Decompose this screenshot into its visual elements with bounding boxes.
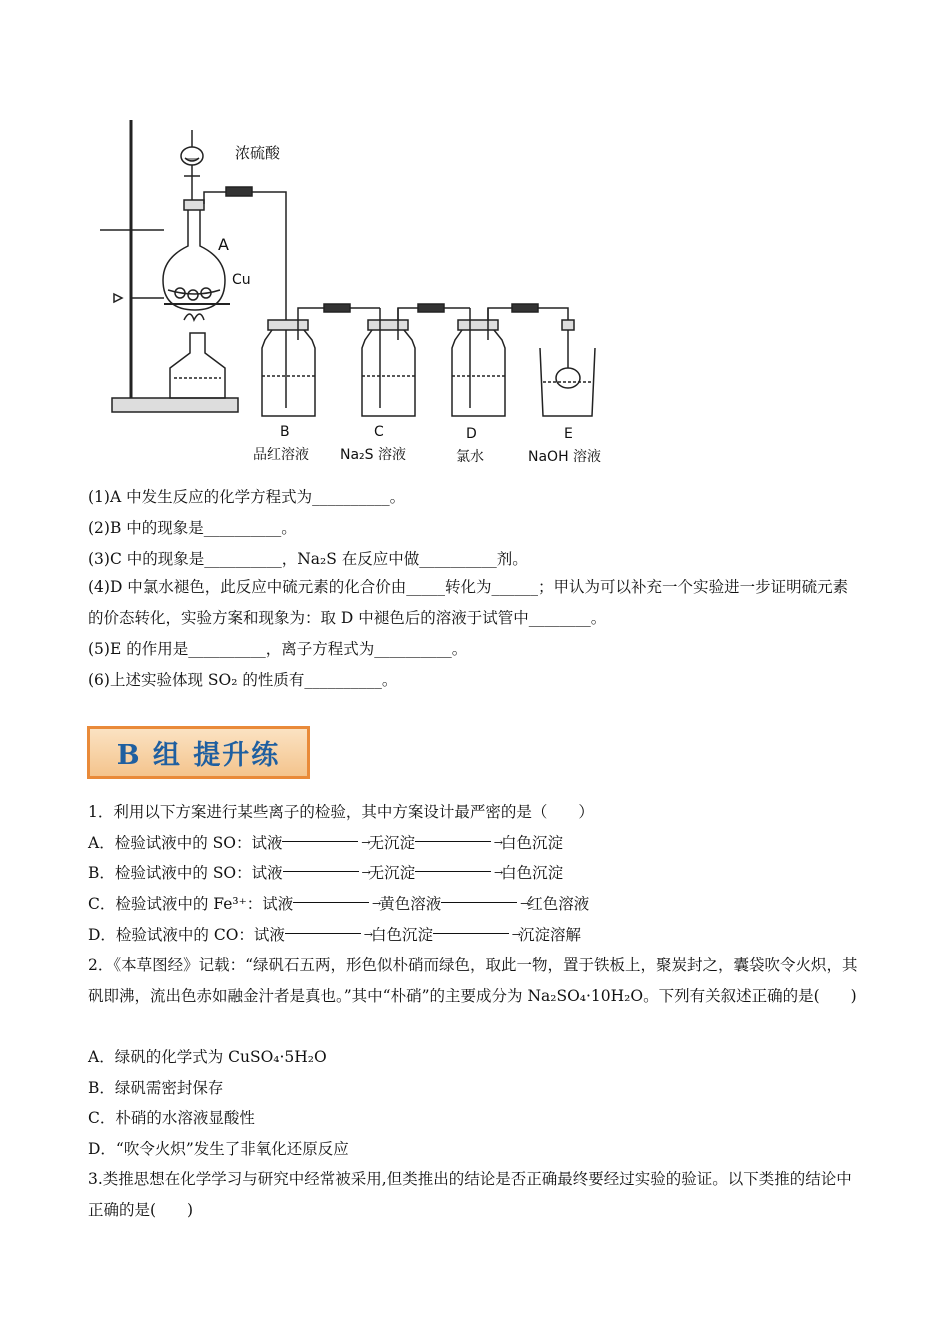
- option-step-1: 无沉淀: [368, 834, 415, 852]
- option-head: A．检验试液中的 SO：试液: [88, 834, 283, 852]
- problem-2-option-b: B．绿矾需密封保存: [88, 1079, 224, 1097]
- option-step-1: 白色沉淀: [370, 926, 433, 944]
- problem-2-option-d: D．“吹令火炽”发生了非氧化还原反应: [88, 1140, 349, 1158]
- problem-1-stem: 1．利用以下方案进行某些离子的检验，其中方案设计最严密的是（ ）: [88, 803, 594, 821]
- question-2: (2)B 中的现象是__________。: [88, 519, 297, 537]
- beaker-e-name: NaOH 溶液: [528, 449, 602, 465]
- option-step-1: 无沉淀: [368, 864, 416, 882]
- problem-2-option-a: A．绿矾的化学式为 CuSO₄·5H₂O: [88, 1048, 327, 1066]
- bottle-c: [362, 308, 415, 416]
- bottle-c-name: Na₂S 溶液: [340, 447, 407, 463]
- question-4: (4)D 中氯水褪色，此反应中硫元素的化合价由_____转化为______；甲认为可以补充一个实验进一步证明硫元素的价态转化，实验方案和现象为：取 D 中褪色后的溶液于试管中________。: [88, 578, 849, 627]
- option-step-1: 黄色溶液: [379, 895, 442, 913]
- arrow-icon: [282, 837, 368, 851]
- arrow-icon: [433, 929, 519, 943]
- problem-1-option-b: [88, 862, 563, 884]
- problem-2-stem: 2．《本草图经》记载：“绿矾石五两，形色似朴硝而绿色，取此一物，置于铁板上，聚炭封之，囊袋吹令火炽，其矾即沸，流出色赤如融金汁者是真也。”其中“朴硝”的主要成分为 Na₂SO₄·10H₂O。下列有关叙述正确的是( ): [88, 956, 858, 1005]
- option-head: D．检验试液中的 CO：试液: [88, 926, 285, 944]
- stand-base: [112, 398, 238, 412]
- label-conc-sulfuric-acid: 浓硫酸: [235, 144, 281, 162]
- option-step-2: 沉淀溶解: [518, 926, 581, 944]
- bottle-b: [262, 320, 315, 416]
- problem-3-stem: 3.类推思想在化学学习与研究中经常被采用,但类推出的结论是否正确最终要经过实验的验证。以下类推的结论中正确的是( ): [88, 1170, 852, 1219]
- option-step-2: 白色沉淀: [500, 834, 563, 852]
- problem-2-option-c: C．朴硝的水溶液显酸性: [88, 1109, 255, 1127]
- option-step-2: 白色沉淀: [501, 864, 564, 882]
- arrow-icon: [441, 898, 527, 912]
- beaker-e: [540, 320, 595, 416]
- question-5: (5)E 的作用是__________，离子方程式为__________。: [88, 640, 468, 658]
- arrow-icon: [283, 867, 369, 881]
- question-3: (3)C 中的现象是__________，Na₂S 在反应中做__________剂。: [88, 550, 528, 568]
- question-6: (6)上述实验体现 SO₂ 的性质有__________。: [88, 671, 398, 689]
- bottle-d-letter: D: [466, 426, 477, 442]
- problem-1-option-c: [88, 893, 589, 915]
- arrow-icon: [293, 898, 379, 912]
- bottle-d: [452, 308, 505, 416]
- apparatus-figure: [100, 108, 620, 473]
- bottle-c-letter: C: [374, 424, 384, 440]
- bottle-b-name: 品红溶液: [253, 447, 309, 463]
- label-flask-a: A: [218, 235, 229, 254]
- question-1: (1)A 中发生反应的化学方程式为__________。: [88, 488, 406, 506]
- arrow-icon: [285, 929, 371, 943]
- option-head: B．检验试液中的 SO：试液: [88, 864, 283, 882]
- problem-1-option-d: [88, 924, 581, 946]
- label-cu: Cu: [232, 272, 251, 288]
- bottle-b-letter: B: [280, 424, 290, 440]
- option-step-2: 红色溶液: [527, 895, 590, 913]
- section-title: B 组 提升练: [116, 740, 281, 771]
- bottle-d-name: 氯水: [456, 449, 484, 465]
- arrow-icon: [415, 837, 501, 851]
- beaker-e-letter: E: [564, 426, 573, 442]
- problem-1-option-a: [88, 832, 563, 854]
- option-head: C．检验试液中的 Fe³⁺：试液: [88, 895, 294, 913]
- section-banner: [87, 726, 310, 779]
- arrow-icon: [415, 867, 501, 881]
